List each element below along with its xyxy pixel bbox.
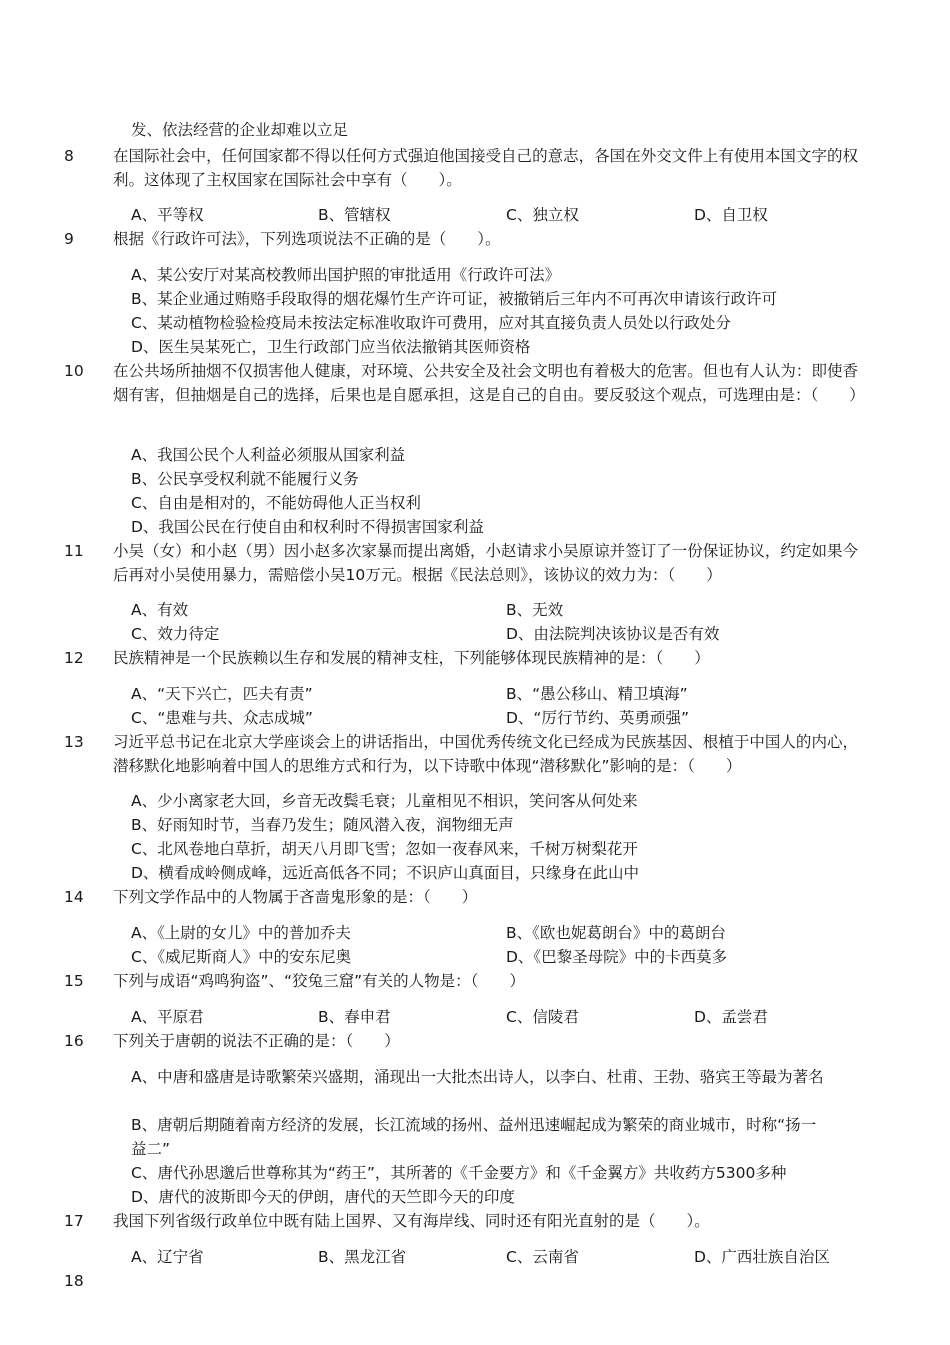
option-d: D、由法院判决该协议是否有效 bbox=[506, 625, 720, 643]
question-stem: 民族精神是一个民族赖以生存和发展的精神支柱，下列能够体现民族精神的是：（ ） bbox=[113, 649, 710, 667]
option-b: B、好雨知时节，当春乃发生；随风潜入夜，润物细无声 bbox=[131, 816, 514, 834]
question-number: 17 bbox=[64, 1212, 84, 1230]
option-c: C、自由是相对的，不能妨碍他人正当权利 bbox=[131, 494, 421, 512]
question-stem: 在国际社会中，任何国家都不得以任何方式强迫他国接受自己的意志，各国在外交文件上有使用本国文字的权利。这体现了主权国家在国际社会中享有（ ）。 bbox=[113, 147, 858, 189]
option-a: A、有效 bbox=[131, 601, 189, 619]
question-stem: 在公共场所抽烟不仅损害他人健康，对环境、公共安全及社会文明也有着极大的危害。但也有人认为：即使香烟有害，但抽烟是自己的选择，后果也是自愿承担，这是自己的自由。要反驳这个观点，可选理由是：（ ） bbox=[113, 362, 865, 404]
option-c: C、“患难与共、众志成城” bbox=[131, 709, 313, 727]
option-b: B、公民享受权利就不能履行义务 bbox=[131, 470, 359, 488]
question-number: 13 bbox=[64, 733, 84, 751]
question-number: 12 bbox=[64, 649, 84, 667]
option-b: B、黑龙江省 bbox=[318, 1248, 407, 1266]
option-b: B、无效 bbox=[506, 601, 564, 619]
option-a: A、某公安厅对某高校教师出国护照的审批适用《行政许可法》 bbox=[131, 266, 561, 284]
question-stem: 根据《行政许可法》，下列选项说法不正确的是（ ）。 bbox=[113, 230, 501, 248]
option-d: D、唐代的波斯即今天的伊朗，唐代的天竺即今天的印度 bbox=[131, 1188, 515, 1206]
option-a: A、我国公民个人利益必须服从国家利益 bbox=[131, 446, 406, 464]
option-b: B、某企业通过贿赂手段取得的烟花爆竹生产许可证，被撤销后三年内不可再次申请该行政许可 bbox=[131, 290, 778, 308]
question-stem: 下列文学作品中的人物属于吝啬鬼形象的是：（ ） bbox=[113, 888, 478, 906]
option-a: A、少小离家老大回，乡音无改鬓毛衰；儿童相见不相识，笑问客从何处来 bbox=[131, 792, 638, 810]
option-c: C、某动植物检验检疫局未按法定标准收取许可费用，应对其直接负责人员处以行政处分 bbox=[131, 314, 731, 332]
option-a: A、辽宁省 bbox=[131, 1248, 204, 1266]
question-stem: 下列与成语“鸡鸣狗盗”、“狡兔三窟”有关的人物是：（ ） bbox=[113, 972, 525, 990]
option-a: A、“天下兴亡，匹夫有责” bbox=[131, 685, 313, 703]
question-stem: 我国下列省级行政单位中既有陆上国界、又有海岸线、同时还有阳光直射的是（ ）。 bbox=[113, 1212, 710, 1230]
option-b: B、唐朝后期随着南方经济的发展，长江流域的扬州、益州迅速崛起成为繁荣的商业城市，时称“扬一益二” bbox=[131, 1116, 817, 1158]
option-d: D、我国公民在行使自由和权利时不得损害国家利益 bbox=[131, 518, 484, 536]
option-b: B、“愚公移山、精卫填海” bbox=[506, 685, 688, 703]
option-c: C、效力待定 bbox=[131, 625, 220, 643]
option-d: D、横看成岭侧成峰，远近高低各不同；不识庐山真面目，只缘身在此山中 bbox=[131, 864, 639, 882]
option-d: D、广西壮族自治区 bbox=[694, 1248, 830, 1266]
option-d: D、孟尝君 bbox=[694, 1008, 768, 1026]
question-number: 9 bbox=[64, 230, 74, 248]
question-number: 11 bbox=[64, 542, 84, 560]
option-c: C、北风卷地白草折，胡天八月即飞雪；忽如一夜春风来，千树万树梨花开 bbox=[131, 840, 638, 858]
question-number: 10 bbox=[64, 362, 84, 380]
option-c: C、唐代孙思邈后世尊称其为“药王”，其所著的《千金要方》和《千金翼方》共收药方5300多种 bbox=[131, 1164, 787, 1182]
question-stem: 习近平总书记在北京大学座谈会上的讲话指出，中国优秀传统文化已经成为民族基因、根植于中国人的内心，潜移默化地影响着中国人的思维方式和行为，以下诗歌中体现“潜移默化”影响的是：（ ） bbox=[113, 733, 858, 775]
question-number: 8 bbox=[64, 147, 74, 165]
option-d: D、《巴黎圣母院》中的卡西莫多 bbox=[506, 948, 728, 966]
question-number: 18 bbox=[64, 1272, 84, 1290]
continuation-line: 发、依法经营的企业却难以立足 bbox=[131, 121, 349, 139]
option-d: D、自卫权 bbox=[694, 206, 768, 224]
option-a: A、中唐和盛唐是诗歌繁荣兴盛期，涌现出一大批杰出诗人，以李白、杜甫、王勃、骆宾王等最为著名 bbox=[131, 1068, 824, 1086]
option-a: A、《上尉的女儿》中的普加乔夫 bbox=[131, 924, 351, 942]
option-b: B、《欧也妮葛朗台》中的葛朗台 bbox=[506, 924, 726, 942]
option-c: C、独立权 bbox=[506, 206, 579, 224]
question-stem: 小吴（女）和小赵（男）因小赵多次家暴而提出离婚，小赵请求小吴原谅并签订了一份保证协议，约定如果今后再对小吴使用暴力，需赔偿小吴10万元。根据《民法总则》，该协议的效力为：（ ） bbox=[113, 542, 858, 584]
option-d: D、医生吴某死亡，卫生行政部门应当依法撤销其医师资格 bbox=[131, 338, 531, 356]
option-d: D、“厉行节约、英勇顽强” bbox=[506, 709, 689, 727]
question-number: 15 bbox=[64, 972, 84, 990]
option-b: B、春申君 bbox=[318, 1008, 391, 1026]
question-number: 16 bbox=[64, 1032, 84, 1050]
question-stem: 下列关于唐朝的说法不正确的是：（ ） bbox=[113, 1032, 400, 1050]
question-number: 14 bbox=[64, 888, 84, 906]
option-b: B、管辖权 bbox=[318, 206, 391, 224]
option-c: C、《威尼斯商人》中的安东尼奥 bbox=[131, 948, 352, 966]
option-c: C、云南省 bbox=[506, 1248, 579, 1266]
option-a: A、平等权 bbox=[131, 206, 204, 224]
option-c: C、信陵君 bbox=[506, 1008, 579, 1026]
option-a: A、平原君 bbox=[131, 1008, 204, 1026]
